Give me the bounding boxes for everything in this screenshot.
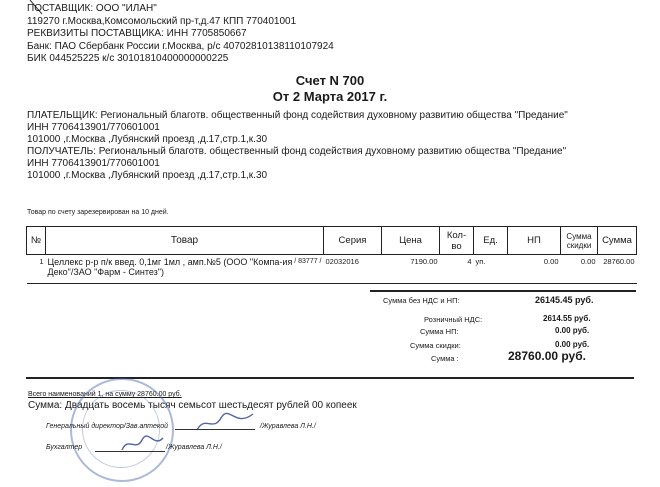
recipient-address: 101000 ,г.Москва ,Лубянский проезд ,д.17,стр.1,к.30 [27,170,268,181]
supplier-name: ПОСТАВЩИК: ООО "ИЛАН" [27,3,157,14]
invoice-title: Счет N 700 [295,73,365,88]
col-sum: Сумма [598,227,637,255]
recipient-inn: ИНН 7706413901/770601001 [27,158,160,169]
discount-value: 0.00 руб. [555,340,590,349]
row-product-name: Целлекс р-р п/к введ. 0,1мг 1мл , амп.№5 (ООО "Компа-ия Деко"/ЗАО "Фарм - Синтез") [47,257,293,277]
np-value: 0.00 руб. [555,326,590,335]
payer-inn: ИНН 7706413901/770601001 [27,122,160,133]
accountant-name: /Журавлева Л.Н./ [166,444,222,451]
accountant-label: Бухгалтер [46,444,83,451]
col-price: Цена [382,227,440,255]
row-product-code: / 83777 / [294,258,322,265]
director-label: Генеральный директор/Зав.аптекой [46,423,169,430]
reserve-note: Товар по счету зарезервирован на 10 дней. [27,209,169,216]
director-signature [195,410,255,435]
supplier-requisites: РЕКВИЗИТЫ ПОСТАВЩИКА: ИНН 7705850667 [27,28,247,39]
payer-address: 101000 ,г.Москва ,Лубянский проезд ,д.17,стр.1,к.30 [27,134,268,145]
no-vat-label: Сумма без НДС и НП: [383,296,460,305]
row-price: 7190.00 [382,255,440,284]
discount-label: Сумма скидки: [410,341,461,350]
row-sum: 28760.00 [598,255,637,284]
items-count: Всего наименований 1, на сумму 28760.00 руб. [28,391,182,398]
row-np: 0.00 [508,255,561,284]
totals-divider [370,290,636,292]
row-discount: 0.00 [561,255,598,284]
accountant-signature [120,432,165,454]
sum-in-words: Сумма: Двадцать восемь тысяч семьсот шестьдесят рублей 00 копеек [28,400,357,411]
col-qty: Кол-во [440,227,474,255]
invoice-date: От 2 Марта 2017 г. [272,89,388,104]
row-product [46,255,324,284]
col-series: Серия [324,227,382,255]
row-qty: 4 [440,255,474,284]
col-product: Товар [46,227,324,255]
no-vat-value: 26145.45 руб. [535,295,594,305]
np-label: Сумма НП: [420,327,459,336]
table-header [27,227,637,255]
payer-name: ПЛАТЕЛЬЩИК: Региональный благотв. общественный фонд содействия духовному развитию общества "Предание" [27,110,568,121]
table-row [27,255,637,284]
row-unit: уп. [474,255,508,284]
row-num: 1 [27,255,46,284]
supplier-bik: БИК 044525225 к/с 30101810400000000225 [27,53,229,64]
retail-vat-value: 2614.55 руб. [543,314,591,323]
retail-vat-label: Розничный НДС: [424,315,483,324]
items-table [26,226,637,284]
parties-block [27,110,568,182]
supplier-block [27,3,334,66]
col-discount: Сумма скидки [561,227,598,255]
col-np: НП [508,227,561,255]
supplier-address: 119270 г.Москва,Комсомольский пр-т,д.47 КПП 770401001 [27,15,297,27]
total-label: Сумма : [431,354,459,363]
supplier-bank: Банк: ПАО Сбербанк России г.Москва, р/с 40702810138110107924 [27,40,334,52]
director-name: /Журавлева Л.Н./ [260,423,316,430]
col-num: № [27,227,46,255]
row-series: 02032016 [324,255,382,284]
col-unit: Ед. [474,227,508,255]
recipient-name: ПОЛУЧАТЕЛЬ: Региональный благотв. общественный фонд содействия духовному развитию общества "Предание" [27,146,567,157]
total-value: 28760.00 руб. [508,349,586,363]
